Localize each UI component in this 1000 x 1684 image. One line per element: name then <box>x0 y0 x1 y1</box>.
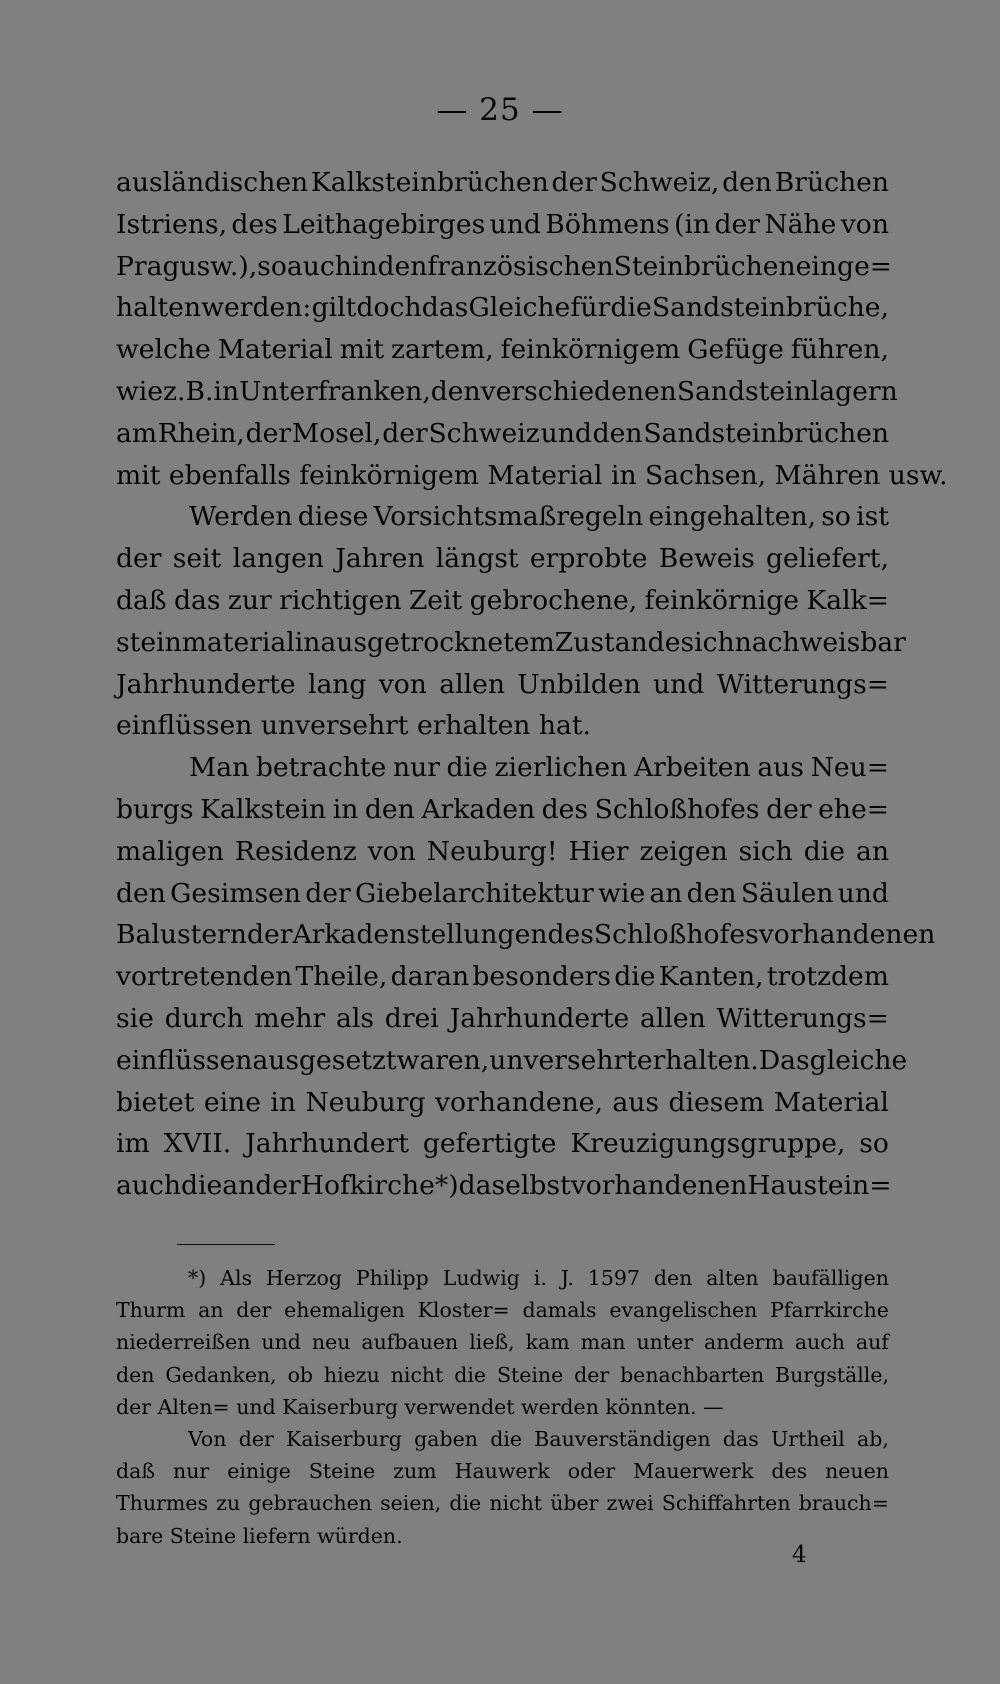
body-word: Zustande <box>554 626 681 658</box>
body-word: einflüssen <box>116 1044 253 1076</box>
footnote-word: alten <box>706 1266 759 1290</box>
footnote-word: Urtheil <box>771 1426 845 1451</box>
body-word: Sandsteinlagern <box>676 375 898 407</box>
body-word: Arbeiten <box>633 752 751 784</box>
body-line <box>116 413 889 455</box>
body-word: trotzdem <box>766 961 889 993</box>
footnote-word: nur <box>173 1459 210 1484</box>
footnote-word: oder <box>567 1459 616 1484</box>
body-word: wie <box>598 877 646 909</box>
body-word: diese <box>297 501 369 533</box>
body-word: gebrochene, <box>469 584 638 616</box>
body-text <box>116 162 948 1207</box>
body-word: Kanten, <box>658 961 764 993</box>
body-word: mehr <box>254 1002 326 1034</box>
footnote-word: i. <box>533 1266 547 1290</box>
footnote-word: den <box>116 1362 155 1387</box>
footnote-word: seien, <box>380 1491 442 1516</box>
body-word: Kalkstein <box>200 793 327 825</box>
body-word: im <box>116 1128 150 1160</box>
body-line <box>116 246 893 288</box>
body-word: Böhmens <box>545 208 670 240</box>
body-word: geliefert, <box>766 543 889 575</box>
body-word: Gesimsen <box>170 877 302 909</box>
body-word: die <box>614 961 656 993</box>
body-word: Steinbrüchen <box>613 250 796 282</box>
body-word: z. <box>163 375 186 407</box>
body-word: so <box>821 501 851 533</box>
body-word: unversehrt <box>489 1044 637 1076</box>
body-word: Material <box>773 1086 889 1118</box>
body-word: Gefüge <box>687 334 784 366</box>
body-word: zierlichen <box>494 752 628 784</box>
body-word: Rhein, <box>157 417 245 449</box>
body-word: aus <box>612 1086 660 1118</box>
footnote-word: Als <box>220 1266 253 1290</box>
body-word: vorhandenen <box>758 919 936 951</box>
body-word: Das <box>758 1044 810 1076</box>
body-word: nachweisbar <box>734 626 906 658</box>
footnote-word: Burgställe, <box>775 1362 889 1387</box>
footnote-word: 1597 <box>587 1266 640 1290</box>
body-word: für <box>570 292 611 324</box>
body-word: den <box>686 877 737 909</box>
body-word: von <box>840 208 889 240</box>
footnote-word: die <box>490 1426 523 1451</box>
body-word: und <box>489 208 541 240</box>
body-word: Schloßhofes <box>593 919 759 951</box>
body-word: zartem, <box>391 334 494 366</box>
body-word: am <box>116 417 158 449</box>
body-word: Witterungs= <box>716 668 889 700</box>
body-word: als <box>335 1002 374 1034</box>
body-word: des <box>541 793 589 825</box>
body-word: Neuburg! <box>426 835 558 867</box>
body-word: Sandsteinbrüche, <box>651 292 889 324</box>
body-word: aus <box>757 752 804 784</box>
body-word: Mosel, <box>291 417 382 449</box>
body-word: gilt <box>311 292 357 324</box>
body-word: Arkaden <box>421 793 536 825</box>
body-word: durch <box>164 1002 244 1034</box>
body-line <box>116 455 948 497</box>
footnote-word: anderm <box>703 1330 784 1355</box>
body-word: nur <box>392 752 440 784</box>
body-word: Balustern <box>116 919 247 951</box>
body-word: verschiedenen <box>480 375 677 407</box>
body-word: Beweis <box>658 543 755 575</box>
footnote-word: einige <box>227 1459 291 1484</box>
body-word: des <box>547 919 594 951</box>
footnote-word: niederreißen <box>116 1330 251 1355</box>
footnote-line <box>116 1423 889 1455</box>
body-word: längst <box>435 543 519 575</box>
footnote-word: ließ, <box>469 1330 515 1355</box>
body-word: die <box>803 835 846 867</box>
footnote-word: aufbauen <box>361 1330 459 1355</box>
footnote-line-text: der Alten= und Kaiserburg verwendet werden könnten. — <box>116 1394 724 1419</box>
footnote-word: Bauverständigen <box>534 1426 711 1451</box>
body-word: usw.), <box>179 250 258 282</box>
body-word: an <box>855 835 889 867</box>
body-word: den <box>722 167 772 198</box>
body-word: der <box>305 877 351 909</box>
footnote-word: Thurm <box>116 1298 186 1323</box>
footnote-line <box>116 1455 889 1487</box>
body-word: wie <box>116 375 164 407</box>
body-line-text: mit ebenfalls feinkörnigem Material in Sachsen, Mähren usw. <box>116 459 948 491</box>
body-word: Material <box>217 334 333 366</box>
body-word: richtigen <box>279 584 402 616</box>
body-word: Jahrhunderte <box>116 668 296 700</box>
footnote-word: hiezu <box>323 1362 380 1387</box>
footnote-divider <box>177 1244 275 1245</box>
body-word: in <box>332 793 359 825</box>
footnote-word: Von <box>188 1426 227 1451</box>
footnote-word: auch <box>794 1330 845 1355</box>
body-word: steinmaterial <box>116 626 295 658</box>
body-word: vorhandenen <box>570 1170 748 1202</box>
footnote-word: zum <box>393 1459 437 1484</box>
body-word: XVII. <box>163 1128 232 1160</box>
footnote-word: über <box>550 1491 599 1516</box>
body-word: zur <box>227 584 272 616</box>
body-word: französischen <box>427 250 614 282</box>
body-word: den <box>364 793 415 825</box>
body-word: den <box>592 417 643 449</box>
footnote-line <box>116 1520 889 1552</box>
footnote-word: Gedanken, <box>165 1362 277 1387</box>
footnote-word: Ludwig <box>442 1266 520 1290</box>
body-word: erhalten. <box>636 1044 759 1076</box>
body-word: erprobte <box>529 543 648 575</box>
body-word: allen <box>640 1002 706 1034</box>
footnote-line <box>116 1487 889 1519</box>
footnote-word: des <box>771 1459 808 1484</box>
body-word: Gleiche <box>468 292 571 324</box>
body-line <box>116 705 889 747</box>
body-word: vorhandene, <box>434 1086 603 1118</box>
body-word: Residenz <box>234 835 357 867</box>
body-word: daran <box>390 961 470 993</box>
body-word: der <box>766 793 812 825</box>
body-word: die <box>446 752 488 784</box>
body-line <box>116 873 889 915</box>
body-line <box>116 747 889 789</box>
body-word: lang <box>307 668 367 700</box>
body-word: sie <box>116 1002 154 1034</box>
footnote-word: Schiffahrten <box>661 1491 791 1516</box>
body-word: Neuburg <box>305 1086 426 1118</box>
body-word: Kalk= <box>806 584 889 616</box>
body-word: B. <box>185 375 214 407</box>
body-word: doch <box>356 292 422 324</box>
body-word: Unterfranken, <box>239 375 431 407</box>
body-word: halten <box>116 292 202 324</box>
body-word: der <box>714 208 760 240</box>
body-line <box>116 956 889 998</box>
footnote-word: und <box>261 1330 301 1355</box>
body-line <box>116 1082 889 1124</box>
footnote-word: brauch= <box>798 1491 889 1516</box>
body-word: Haustein= <box>747 1170 892 1202</box>
body-word: Kalksteinbrüchen <box>310 167 549 198</box>
footnote-word: nicht <box>390 1362 444 1387</box>
footnote-word: zwei <box>606 1491 654 1516</box>
body-word: burgs <box>116 793 194 825</box>
footnote-word: daß <box>116 1459 156 1484</box>
body-word: der <box>551 167 597 198</box>
page-number: — 25 — <box>436 92 564 128</box>
body-word: Werden <box>189 501 293 533</box>
footnote-word: der <box>236 1298 272 1323</box>
body-word: und <box>837 877 889 909</box>
body-word: ausgetrocknetem <box>320 626 555 658</box>
footnote-word: Thurmes <box>116 1491 208 1516</box>
body-word: und <box>653 668 705 700</box>
body-line <box>116 371 898 413</box>
footnote-word: *) <box>188 1266 207 1290</box>
body-line <box>116 287 889 329</box>
body-word: der <box>245 417 292 449</box>
body-word: Brüchen <box>774 167 889 198</box>
body-line <box>116 789 889 831</box>
body-word: Hofkirche*) <box>300 1170 459 1202</box>
body-word: in <box>270 1086 297 1118</box>
body-word: in <box>213 375 240 407</box>
body-word: vortretenden <box>116 961 293 993</box>
body-word: seit <box>172 543 222 575</box>
body-word: Vorsichtsmaßregeln <box>373 501 644 533</box>
body-word: langen <box>232 543 324 575</box>
footnote-word: Steine <box>308 1459 376 1484</box>
body-word: daselbst <box>458 1170 571 1202</box>
footnote-word: Kaiserburg <box>286 1426 402 1451</box>
footnote-word: Pfarrkirche <box>770 1298 889 1323</box>
footnote-word: gaben <box>414 1426 478 1451</box>
body-word: Unbilden <box>517 668 641 700</box>
body-word: zeigen <box>639 835 728 867</box>
body-word: Jahren <box>335 543 425 575</box>
body-word: das <box>174 584 221 616</box>
footnote-word: neuen <box>825 1459 889 1484</box>
body-line <box>116 831 889 873</box>
body-word: den <box>430 375 481 407</box>
body-word: Schweiz, <box>599 167 720 198</box>
body-line <box>116 580 889 622</box>
body-word: die <box>610 292 652 324</box>
body-word: ausgesetzt <box>252 1044 397 1076</box>
body-word: drei <box>384 1002 439 1034</box>
body-line <box>116 1165 892 1207</box>
body-word: mit <box>339 334 385 366</box>
body-word: Neu= <box>810 752 889 784</box>
body-word: so <box>257 250 287 282</box>
footnote-word: das <box>722 1426 759 1451</box>
body-word: Nähe <box>764 208 837 240</box>
body-word: daß <box>116 584 167 616</box>
footnote-word: unter <box>636 1330 694 1355</box>
footnote-word: ehemaligen <box>284 1298 405 1323</box>
body-word: von <box>367 835 416 867</box>
footnote-word: die <box>449 1491 482 1516</box>
footnote-word: man <box>580 1330 626 1355</box>
body-word: bietet <box>116 1086 195 1118</box>
body-word: Hier <box>568 835 629 867</box>
body-word: welche <box>116 334 211 366</box>
body-word: auch <box>116 1170 182 1202</box>
body-word: Schloßhofes <box>594 793 760 825</box>
body-word: Zeit <box>408 584 463 616</box>
footnote-word: Hauwerk <box>454 1459 550 1484</box>
body-word: betrachte <box>255 752 387 784</box>
body-line-text: einflüssen unversehrt erhalten hat. <box>116 710 592 742</box>
body-word: Giebelarchitektur <box>355 877 594 909</box>
footnote-word: den <box>653 1266 693 1290</box>
body-word: Jahrhundert <box>245 1128 409 1160</box>
body-word: werden: <box>201 292 312 324</box>
footnote-word: baufälligen <box>772 1266 889 1290</box>
body-line <box>116 329 889 371</box>
footnote-line <box>116 1262 889 1294</box>
body-line <box>116 622 906 664</box>
footnote-word: auf <box>855 1330 889 1355</box>
footnote-word: ob <box>287 1362 314 1387</box>
body-word: Man <box>189 752 250 784</box>
body-word: eine <box>203 1086 261 1118</box>
signature-mark: 4 <box>792 1542 807 1568</box>
footnote-word: evangelischen <box>609 1298 758 1323</box>
body-word: in <box>294 626 321 658</box>
body-word: ausländischen <box>116 167 309 198</box>
body-line <box>116 204 889 246</box>
footnote-word: der <box>574 1362 610 1387</box>
body-word: einge= <box>795 250 893 282</box>
body-line <box>116 914 936 956</box>
body-word: besonders <box>472 961 612 993</box>
footnote-word: zu <box>216 1491 241 1516</box>
body-line <box>116 998 889 1040</box>
body-word: der <box>382 417 428 449</box>
body-word: Säulen <box>740 877 834 909</box>
body-word: Theile, <box>295 961 388 993</box>
footnote-word: der <box>238 1426 274 1451</box>
body-word: maligen <box>116 835 224 867</box>
body-word: führen, <box>790 334 889 366</box>
body-word: Arkadenstellungen <box>292 919 548 951</box>
body-word: feinkörnigem <box>500 334 681 366</box>
body-word: den <box>116 877 166 909</box>
body-word: und <box>540 417 592 449</box>
footnote-word: Philipp <box>355 1266 429 1290</box>
body-line <box>116 538 889 580</box>
body-word: an <box>649 877 683 909</box>
body-word: so <box>859 1128 889 1160</box>
body-word: Schweiz <box>428 417 540 449</box>
body-word: in <box>351 250 378 282</box>
footnote-word: Mauerwerk <box>633 1459 754 1484</box>
footnote-word: die <box>454 1362 487 1387</box>
body-word: allen <box>439 668 505 700</box>
footnote-line <box>116 1294 889 1326</box>
body-word: die <box>181 1170 223 1202</box>
footnote-word: Kloster= <box>417 1298 510 1323</box>
body-word: Witterungs= <box>716 1002 889 1034</box>
body-word: (in <box>674 208 711 240</box>
footnote-line <box>116 1359 889 1391</box>
footnote-word: Steine <box>496 1362 564 1387</box>
body-word: Istriens, <box>116 208 228 240</box>
body-word: der <box>246 919 293 951</box>
body-word: ist <box>856 501 889 533</box>
footnote-word: benachbarten <box>620 1362 765 1387</box>
body-word: sich <box>680 626 735 658</box>
footnote-word: nicht <box>489 1491 543 1516</box>
footnote-word: ab, <box>857 1426 889 1451</box>
footnote-word: kam <box>525 1330 570 1355</box>
footnote-word: gebrauchen <box>248 1491 372 1516</box>
footnotes <box>116 1262 889 1552</box>
body-line <box>116 496 889 538</box>
body-word: des <box>231 208 278 240</box>
footnote-word: an <box>198 1298 224 1323</box>
footnote-word: J. <box>560 1266 574 1290</box>
body-word: von <box>378 668 427 700</box>
body-word: sich <box>738 835 793 867</box>
body-word: auch <box>286 250 352 282</box>
body-word: eingehalten, <box>648 501 817 533</box>
body-line <box>116 162 889 204</box>
footnote-line <box>116 1326 889 1358</box>
body-word: gleiche <box>809 1044 908 1076</box>
footnote-line <box>116 1391 889 1423</box>
body-word: Prag <box>116 250 180 282</box>
body-line <box>116 664 889 706</box>
body-word: Sandsteinbrüchen <box>643 417 889 449</box>
body-word: an <box>222 1170 256 1202</box>
body-line <box>116 1123 889 1165</box>
footnote-word: Herzog <box>265 1266 342 1290</box>
body-line <box>116 1040 908 1082</box>
body-word: feinkörnige <box>644 584 799 616</box>
body-word: das <box>421 292 469 324</box>
footnote-line-text: bare Steine liefern würden. <box>116 1523 403 1548</box>
body-word: gefertigte <box>422 1128 557 1160</box>
body-word: der <box>116 543 162 575</box>
body-word: ehe= <box>818 793 889 825</box>
body-word: Jahrhunderte <box>449 1002 630 1034</box>
footnote-word: neu <box>311 1330 351 1355</box>
body-word: der <box>255 1170 301 1202</box>
body-word: Leithagebirges <box>282 208 486 240</box>
body-word: Kreuzigungsgruppe, <box>570 1128 846 1160</box>
body-word: waren, <box>396 1044 490 1076</box>
body-word: den <box>377 250 428 282</box>
body-word: diesem <box>668 1086 765 1118</box>
footnote-word: damals <box>522 1298 597 1323</box>
